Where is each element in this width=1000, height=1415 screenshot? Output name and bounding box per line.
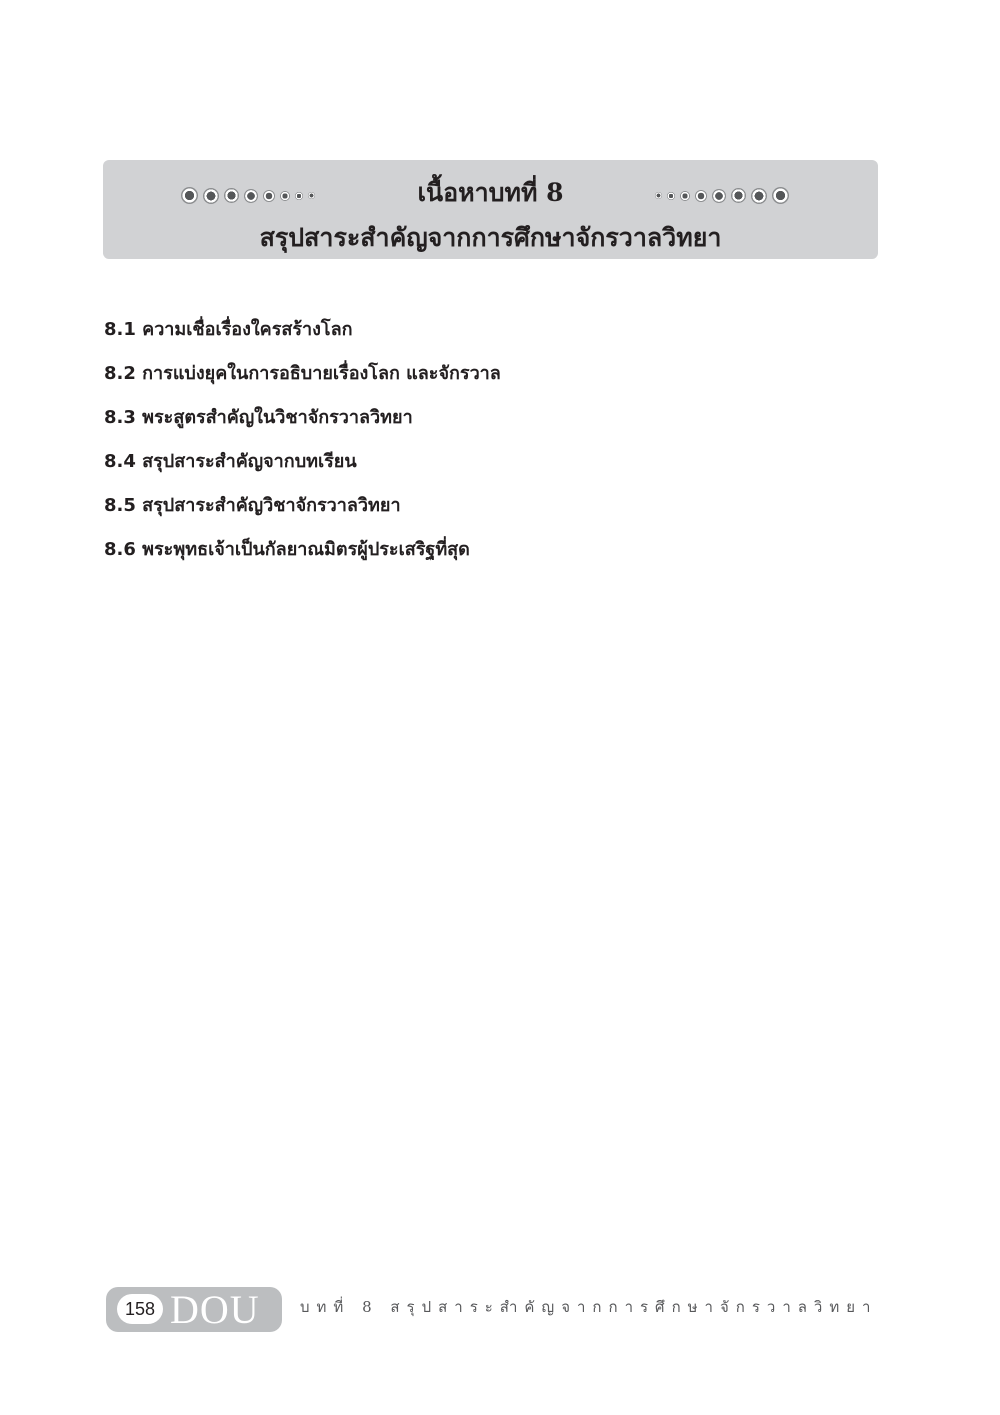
contents-item-8-3: 8.3 พระสูตรสำคัญในวิชาจักรวาลวิทยา	[104, 407, 413, 428]
decorative-dot-icon	[655, 192, 662, 199]
decorative-dot-icon	[772, 187, 789, 204]
contents-list	[104, 316, 501, 580]
contents-item-8-4: 8.4 สรุปสาระสำคัญจากบทเรียน	[104, 451, 357, 472]
decorative-dot-icon	[712, 189, 726, 203]
chapter-title: สรุปสาระสำคัญจากการศึกษาจักรวาลวิทยา	[259, 223, 722, 252]
contents-item-8-6: 8.6 พระพุทธเจ้าเป็นกัลยาณมิตรผู้ประเสริฐที่สุด	[104, 539, 470, 560]
page-footer	[106, 1287, 886, 1332]
decorative-dots-right-icon	[655, 187, 794, 204]
page-number: 158	[117, 1294, 163, 1324]
contents-item-8-1: 8.1 ความเชื่อเรื่องใครสร้างโลก	[104, 319, 353, 340]
chapter-header-line	[103, 174, 878, 214]
decorative-dot-icon	[667, 192, 675, 200]
decorative-dot-icon	[680, 191, 690, 201]
decorative-dot-icon	[731, 188, 746, 203]
footer-running-title: บทที่ 8 สรุปสาระสำคัญจากการศึกษาจักรวาลวิทยา	[300, 1298, 878, 1316]
contents-item-8-5: 8.5 สรุปสาระสำคัญวิชาจักรวาลวิทยา	[104, 495, 401, 516]
footer-badge	[106, 1287, 282, 1332]
decorative-dot-icon	[695, 190, 707, 202]
chapter-label: เนื้อหาบทที่ 8	[417, 178, 564, 207]
decorative-dot-icon	[751, 188, 767, 204]
contents-item-8-2: 8.2 การแบ่งยุคในการอธิบายเรื่องโลก และจักรวาล	[104, 363, 501, 384]
chapter-header	[103, 160, 878, 259]
footer-brand-logo: DOU	[170, 1287, 260, 1332]
